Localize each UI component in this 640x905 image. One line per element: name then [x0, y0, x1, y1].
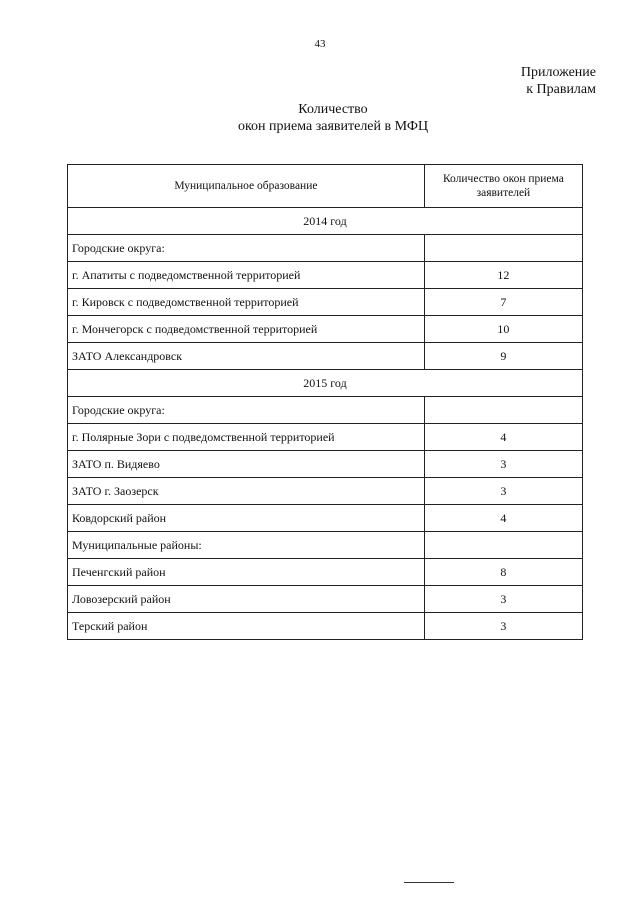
table-group-row	[68, 532, 583, 559]
municipality-name: ЗАТО г. Заозерск	[68, 478, 425, 505]
window-count: 4	[424, 424, 582, 451]
table-row	[68, 316, 583, 343]
table-group-row	[68, 235, 583, 262]
window-count: 10	[424, 316, 582, 343]
municipality-name: ЗАТО п. Видяево	[68, 451, 425, 478]
window-count: 8	[424, 559, 582, 586]
appendix-note	[521, 64, 596, 98]
window-count	[424, 532, 582, 559]
table-section-row	[68, 370, 583, 397]
municipality-name: ЗАТО Александровск	[68, 343, 425, 370]
table-row	[68, 613, 583, 640]
header-municipality: Муниципальное образование	[68, 165, 425, 208]
municipality-name: г. Полярные Зори с подведомственной территорией	[68, 424, 425, 451]
table-row	[68, 451, 583, 478]
municipality-name: г. Мончегорск с подведомственной территорией	[68, 316, 425, 343]
group-label: Городские округа:	[68, 235, 425, 262]
window-count: 9	[424, 343, 582, 370]
municipality-name: Печенгский район	[68, 559, 425, 586]
table-body	[68, 208, 583, 640]
group-label: Муниципальные районы:	[68, 532, 425, 559]
appendix-line-1: Приложение	[520, 65, 596, 80]
table-row	[68, 262, 583, 289]
page-number: 43	[314, 38, 326, 50]
window-count: 4	[424, 505, 582, 532]
municipality-name: Ковдорский район	[68, 505, 425, 532]
section-year: 2015 год	[68, 370, 583, 397]
group-label: Городские округа:	[68, 397, 425, 424]
appendix-line-2: к Правилам	[526, 82, 596, 97]
table-header-row	[68, 165, 583, 208]
municipality-name: Ловозерский район	[68, 586, 425, 613]
municipality-name: г. Апатиты с подведомственной территорией	[68, 262, 425, 289]
window-count	[424, 397, 582, 424]
document-title	[0, 101, 640, 135]
table-row	[68, 478, 583, 505]
table-row	[68, 505, 583, 532]
header-window-count: Количество окон приема заявителей	[424, 165, 582, 208]
table-row	[68, 289, 583, 316]
municipality-name: Терский район	[68, 613, 425, 640]
title-line-1: Количество	[298, 102, 368, 117]
window-count	[424, 235, 582, 262]
window-count: 3	[424, 478, 582, 505]
window-count: 3	[424, 451, 582, 478]
table-section-row	[68, 208, 583, 235]
window-count: 12	[424, 262, 582, 289]
table-group-row	[68, 397, 583, 424]
municipality-name: г. Кировск с подведомственной территорией	[68, 289, 425, 316]
table-row	[68, 586, 583, 613]
offices-table	[67, 164, 583, 640]
table-row	[68, 559, 583, 586]
table-row	[68, 424, 583, 451]
table-row	[68, 343, 583, 370]
footer-divider	[404, 882, 454, 883]
window-count: 3	[424, 586, 582, 613]
section-year: 2014 год	[68, 208, 583, 235]
window-count: 7	[424, 289, 582, 316]
window-count: 3	[424, 613, 582, 640]
title-line-2: окон приема заявителей в МФЦ	[237, 119, 429, 134]
